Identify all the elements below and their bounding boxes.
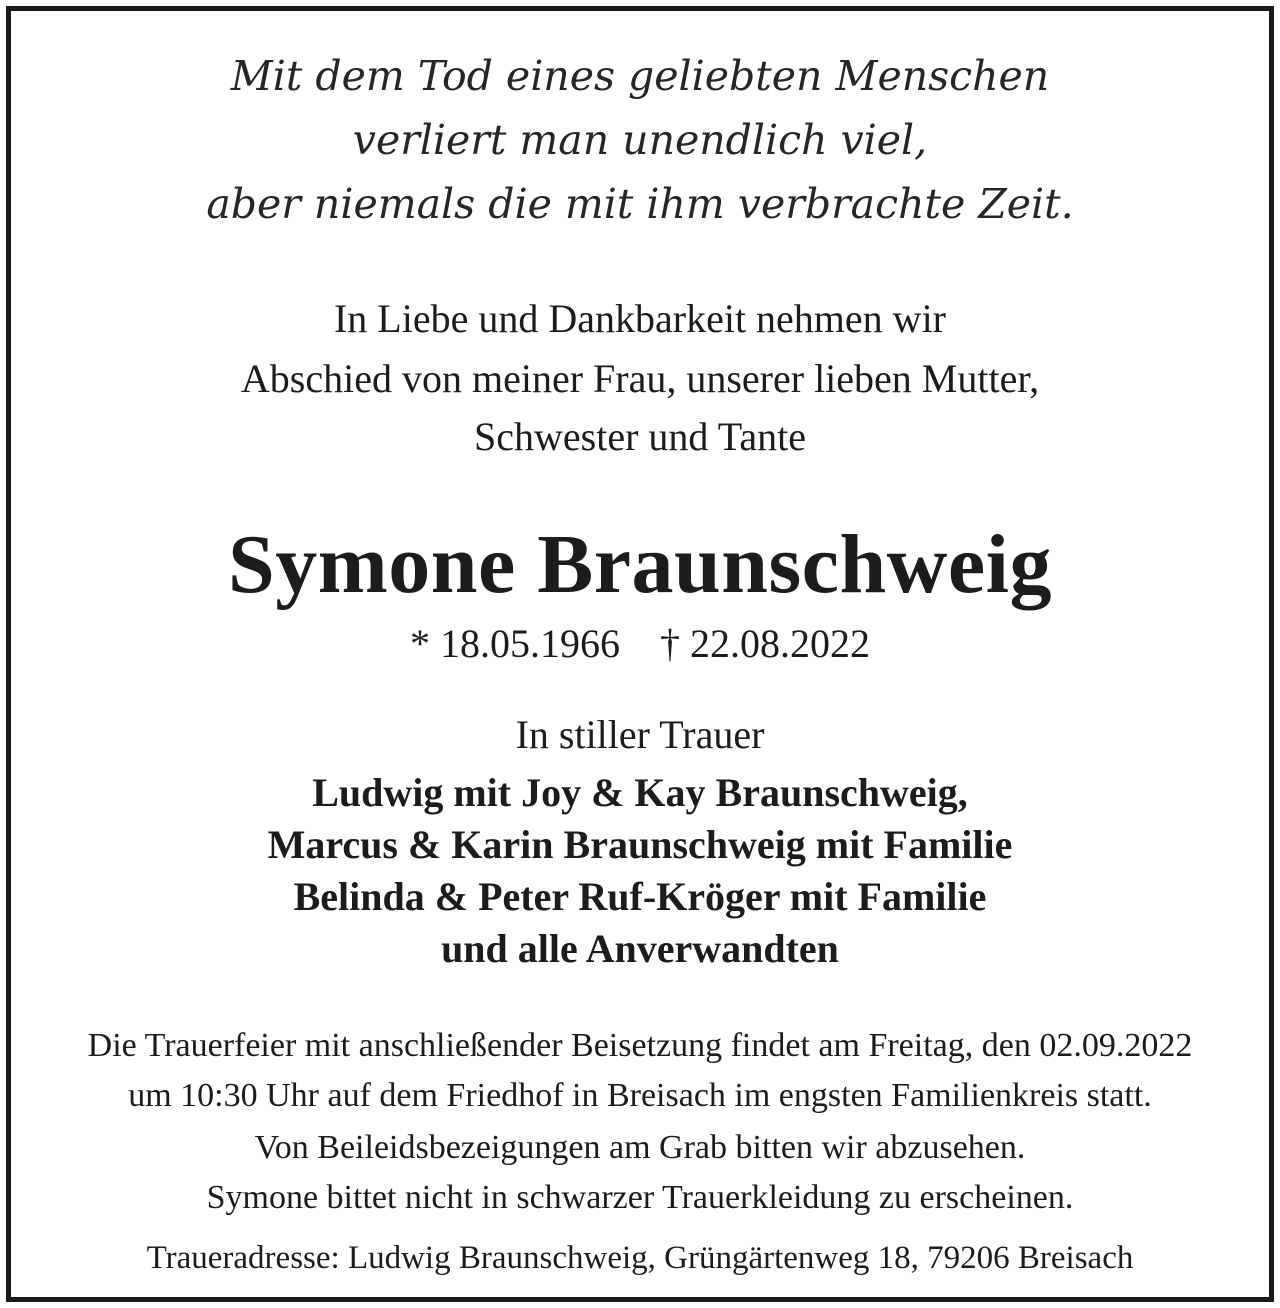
obituary-notice <box>6 6 1274 1302</box>
birth-date: * 18.05.1966 <box>410 621 620 666</box>
intro-line-2: Abschied von meiner Frau, unserer lieben Mutter, <box>240 356 1040 401</box>
quote-line-3: aber niemals die mit ihm verbrachte Zeit. <box>206 180 1074 228</box>
death-date: † 22.08.2022 <box>660 621 870 666</box>
deceased-name: Symone Braunschweig <box>228 518 1052 611</box>
family-line-2: Marcus & Karin Braunschweig mit Familie <box>267 822 1013 867</box>
quote-line-1: Mit dem Tod eines geliebten Menschen <box>230 52 1050 100</box>
intro-line-3: Schwester und Tante <box>474 414 806 459</box>
family-line-1: Ludwig mit Joy & Kay Braunschweig, <box>312 770 968 815</box>
family-line-3: Belinda & Peter Ruf-Kröger mit Familie <box>293 874 987 919</box>
life-dates <box>11 621 1269 666</box>
family-line-4: und alle Anverwandten <box>441 926 839 971</box>
quote-line-2: verliert man unendlich viel, <box>352 116 928 164</box>
info-line-3: Von Beileidsbezeigungen am Grab bitten wir abzusehen. <box>254 1129 1026 1166</box>
intro-line-1: In Liebe und Dankbarkeit nehmen wir <box>333 296 946 341</box>
info-line-2: um 10:30 Uhr auf dem Friedhof in Breisach im engsten Familienkreis statt. <box>128 1077 1152 1114</box>
mourning-address: Traueradresse: Ludwig Braunschweig, Grüngärtenweg 18, 79206 Breisach <box>146 1240 1134 1276</box>
info-line-1: Die Trauerfeier mit anschließender Beisetzung findet am Freitag, den 02.09.2022 <box>87 1027 1193 1064</box>
info-line-4: Symone bittet nicht in schwarzer Trauerkleidung zu erscheinen. <box>206 1179 1074 1216</box>
mourning-label: In stiller Trauer <box>515 712 765 757</box>
